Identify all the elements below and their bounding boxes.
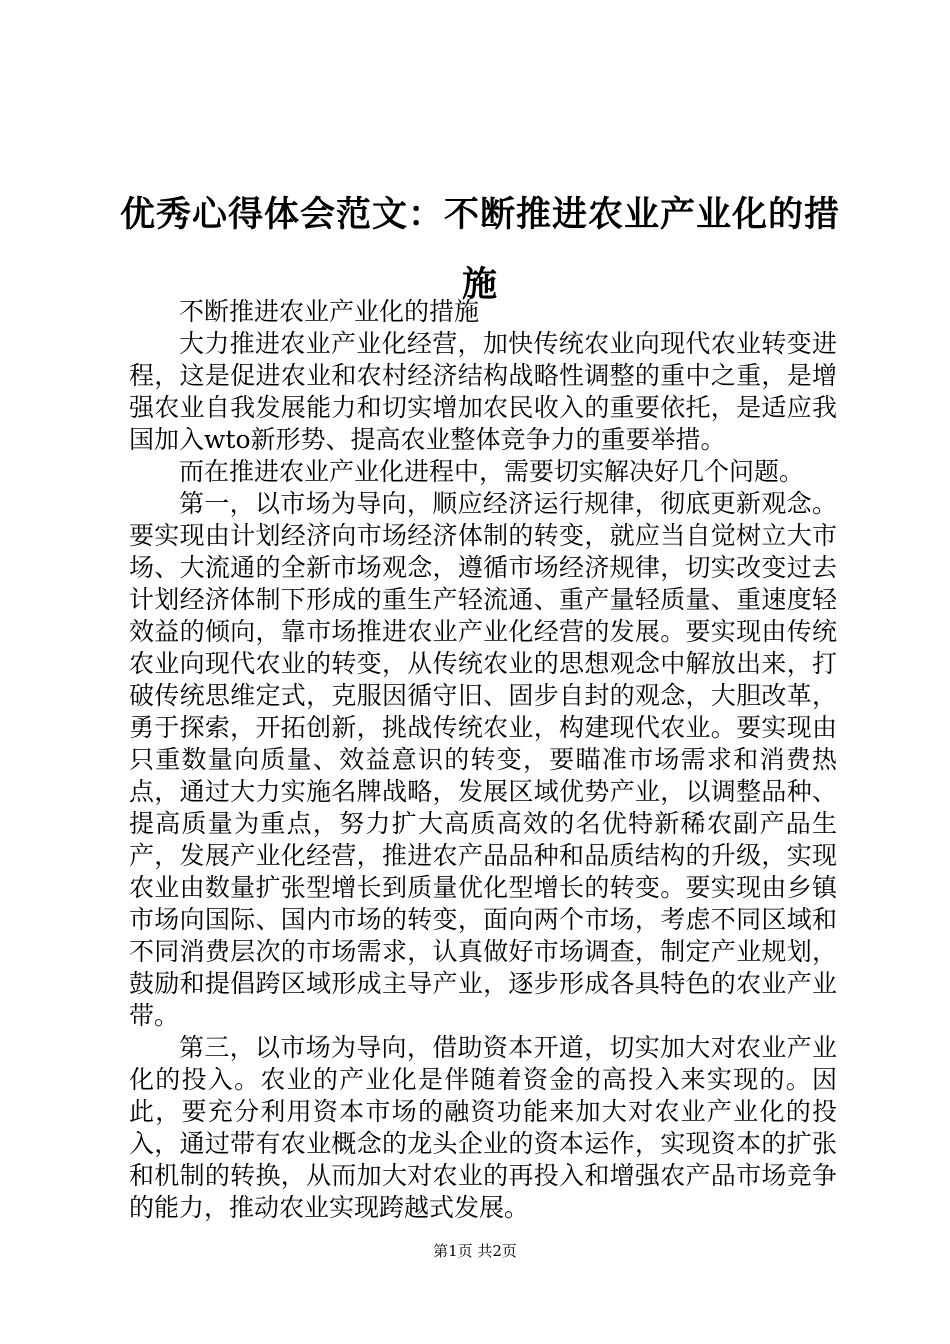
paragraph-third-point: 第三，以市场为导向，借助资本开道，切实加大对农业产业化的投入。农业的产业化是伴随着资金的高投入来实现的。因此，要充分利用资本市场的融资功能来加大对农业产业化的投入，通过带有农业概念的龙头企业的资本运作，实现资本的扩张和机制的转换，从而加大对农业的再投入和增强农产品市场竞争的能力，推动农业实现跨越式发展。 <box>129 1033 837 1222</box>
page-number-footer: 第1页 共2页 <box>433 1242 517 1260</box>
page-title: 优秀心得体会范文：不断推进农业产业化的措施 <box>119 194 840 305</box>
paragraph-first-point: 第一，以市场为导向，顺应经济运行规律，彻底更新观念。要实现由计划经济向市场经济体制的转变，就应当自觉树立大市场、大流通的全新市场观念，遵循市场经济规律，切实改变过去计划经济体制下形成的重生产轻流通、重产量轻质量、重速度轻效益的倾向，靠市场推进农业产业化经营的发展。要实现由传统农业向现代农业的转变，从传统农业的思想观念中解放出来，打破传统思维定式，克服因循守旧、固步自封的观念，大胆改革，勇于探索，开拓创新，挑战传统农业，构建现代农业。要实现由只重数量向质量、效益意识的转变，要瞄准市场需求和消费热点，通过大力实施名牌战略，发展区域优势产业，以调整品种、提高质量为重点，努力扩大高质高效的名优特新稀农副产品生产，发展产业化经营，推进农产品品种和品质结构的升级，实现农业由数量扩张型增长到质量优化型增长的转变。要实现由乡镇市场向国际、国内市场的转变，面向两个市场，考虑不同区域和不同消费层次的市场需求，认真做好市场调查，制定产业规划，鼓励和提倡跨区域形成主导产业，逐步形成各具特色的农业产业带。 <box>129 489 837 1030</box>
document-body <box>129 296 837 1224</box>
paragraph-intro: 大力推进农业产业化经营，加快传统农业向现代农业转变进程，这是促进农业和农村经济结构战略性调整的重中之重，是增强农业自我发展能力和切实增加农民收入的重要依托，是适应我国加入wto新形势、提高农业整体竞争力的重要举措。 <box>129 329 837 454</box>
paragraph-problems: 而在推进农业产业化进程中，需要切实解决好几个问题。 <box>179 457 805 486</box>
paragraph-subtitle: 不断推进农业产业化的措施 <box>179 297 480 326</box>
